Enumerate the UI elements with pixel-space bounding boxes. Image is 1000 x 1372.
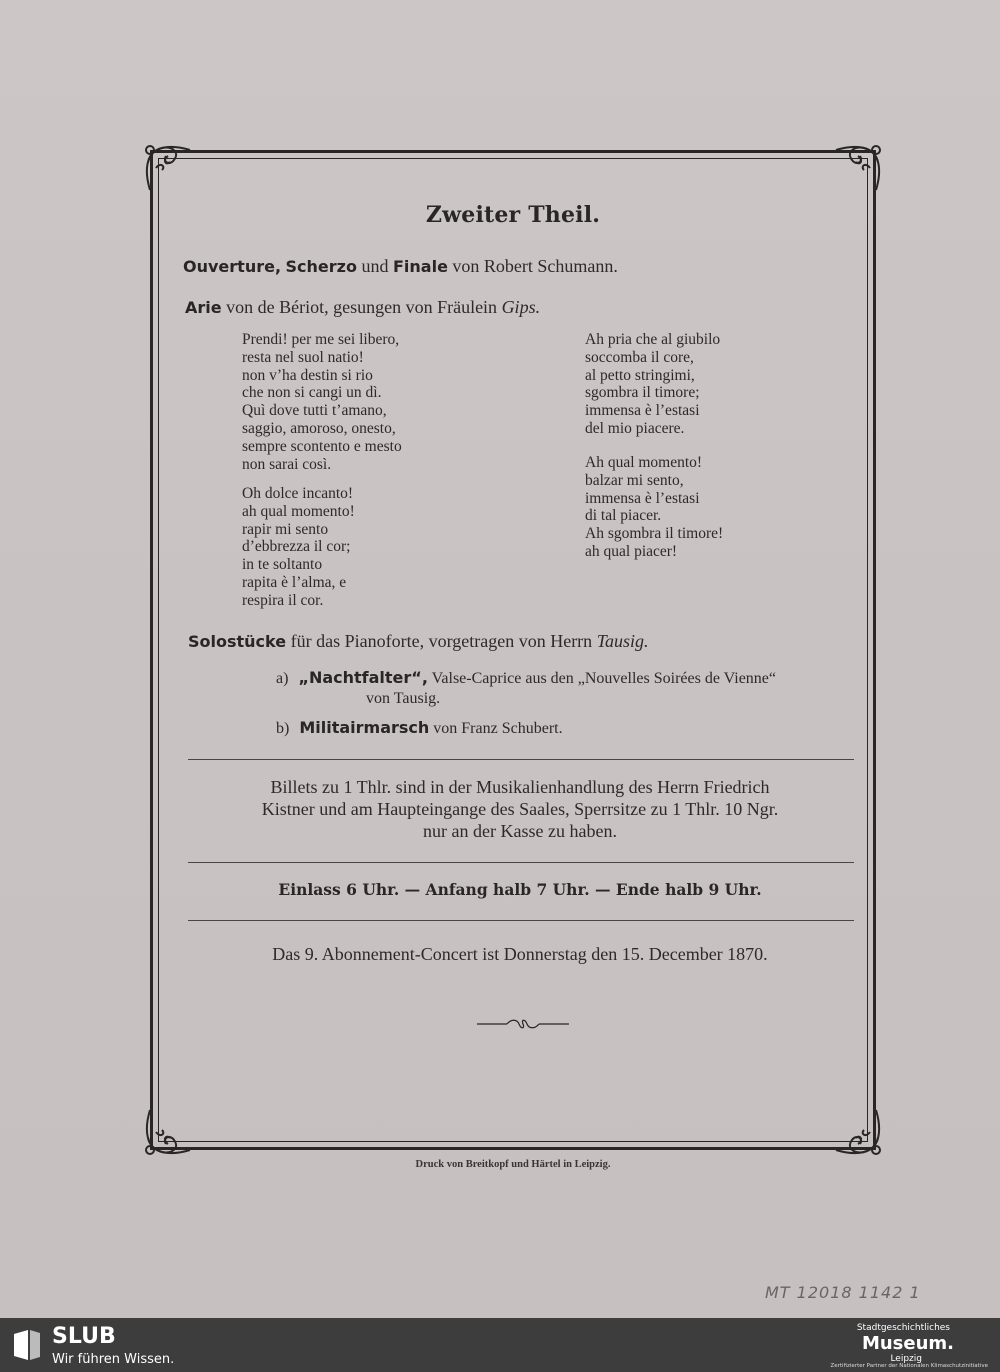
item-work: Arie xyxy=(185,298,222,317)
program-item-overture xyxy=(183,256,618,277)
section-title: Zweiter Theil. xyxy=(425,202,601,228)
verse-line: rapita è l’alma, e xyxy=(242,573,347,591)
sub-item-a-line2: von Tausig. xyxy=(366,690,441,707)
corner-ornament-icon xyxy=(140,1108,192,1160)
sub-item-work: „Nachtfalter“, xyxy=(298,668,428,687)
item-work: Scherzo xyxy=(285,257,357,276)
verse-line: balzar mi sento, xyxy=(585,471,684,489)
verse-line: Ah sgombra il timore! xyxy=(585,525,724,543)
museum-certification: Zertifizierter Partner der Nationalen Klimaschutzinitiative xyxy=(830,1363,988,1369)
verse-line: immensa è l’estasi xyxy=(585,489,700,507)
verse-line: saggio, amoroso, onesto, xyxy=(242,419,396,437)
performer-name: Gips. xyxy=(501,297,541,317)
slub-tagline: Wir führen Wissen. xyxy=(52,1352,175,1367)
verse-line: sgombra il timore; xyxy=(585,384,700,402)
item-composer: von Robert Schumann. xyxy=(452,256,618,276)
verse-left-stanza-1 xyxy=(242,331,402,473)
sub-item-b xyxy=(276,718,563,738)
printer-imprint: Druck von Breitkopf und Härtel in Leipzig. xyxy=(415,1159,611,1170)
museum-name: Museum. xyxy=(861,1333,954,1354)
verse-line: soccomba il core, xyxy=(585,348,694,366)
sub-item-a xyxy=(276,668,776,688)
item-work: Ouverture, xyxy=(183,257,282,276)
verse-line: non sarai così. xyxy=(242,455,332,473)
flourish-ornament-icon xyxy=(477,1018,569,1030)
verse-right-stanza-1 xyxy=(585,331,720,438)
verse-line: rapir mi sento xyxy=(242,520,329,538)
verse-line: resta nel suol natio! xyxy=(242,348,364,366)
verse-line: Oh dolce incanto! xyxy=(242,485,354,502)
item-work: Solostücke xyxy=(188,632,287,651)
item-text: und xyxy=(361,256,389,276)
verse-line: Ah pria che al giubilo xyxy=(585,331,721,348)
program-item-aria xyxy=(185,297,540,318)
verse-line: che non si cangi un dì. xyxy=(242,384,382,402)
verse-line: Ah qual momento! xyxy=(585,454,703,471)
next-concert-notice: Das 9. Abonnement-Concert ist Donnerstag den 15. December 1870. xyxy=(272,944,768,964)
item-text: für das Pianoforte, vorgetragen von Herrn xyxy=(290,631,593,651)
verse-line: non v’ha destin si rio xyxy=(242,366,373,384)
verse-line: in te soltanto xyxy=(242,556,323,574)
slub-name: SLUB xyxy=(52,1324,116,1349)
verse-line: al petto stringimi, xyxy=(585,366,695,384)
corner-ornament-icon xyxy=(834,140,886,192)
footer-bar xyxy=(0,1318,1000,1372)
verse-line: ah qual momento! xyxy=(242,502,355,520)
divider xyxy=(188,862,854,863)
verse-line: d’ebbrezza il cor; xyxy=(242,538,351,556)
divider xyxy=(188,759,854,760)
ticket-info-line: Billets zu 1 Thlr. sind in der Musikalienhandlung des Herrn Friedrich xyxy=(270,777,770,797)
museum-city: Leipzig xyxy=(890,1354,922,1364)
verse-line: respira il cor. xyxy=(242,591,324,609)
verse-line: ah qual piacer! xyxy=(585,542,678,560)
museum-subtitle: Stadtgeschichtliches xyxy=(856,1323,950,1333)
divider xyxy=(188,920,854,921)
verse-line: di tal piacer. xyxy=(585,507,662,525)
sub-item-work: Militairmarsch xyxy=(299,718,430,737)
corner-ornament-icon xyxy=(834,1108,886,1160)
program-item-solo-pieces xyxy=(188,631,649,652)
verse-line: Quì dove tutti t’amano, xyxy=(242,402,387,420)
item-work: Finale xyxy=(392,257,448,276)
performer-name: Tausig. xyxy=(596,631,649,651)
ticket-info-line: Kistner und am Haupteingange des Saales, Sperrsitze zu 1 Thlr. 10 Ngr. xyxy=(261,799,779,819)
sub-item-label: a) xyxy=(276,670,289,687)
ticket-info-line: nur an der Kasse zu haben. xyxy=(423,821,617,841)
slub-logo-icon xyxy=(12,1328,42,1362)
admission-times: Einlass 6 Uhr. — Anfang halb 7 Uhr. — Ende halb 9 Uhr. xyxy=(278,880,762,899)
verse-line: del mio piacere. xyxy=(585,419,685,437)
verse-right-stanza-2 xyxy=(585,454,723,561)
item-text: von de Bériot, gesungen von Fräulein xyxy=(226,297,498,317)
ticket-info xyxy=(160,776,880,842)
sub-item-text: Valse-Caprice aus den „Nouvelles Soirées de Vienne“ xyxy=(431,670,777,687)
verse-line: immensa è l’estasi xyxy=(585,402,700,420)
corner-ornament-icon xyxy=(140,140,192,192)
verse-left-stanza-2 xyxy=(242,485,355,610)
verse-line: Prendi! per me sei libero, xyxy=(242,331,400,348)
sub-item-label: b) xyxy=(276,720,290,737)
sub-item-text: von Franz Schubert. xyxy=(433,720,563,737)
verse-line: sempre scontento e mesto xyxy=(242,437,402,455)
shelfmark: MT 12018 1142 1 xyxy=(765,1283,921,1302)
